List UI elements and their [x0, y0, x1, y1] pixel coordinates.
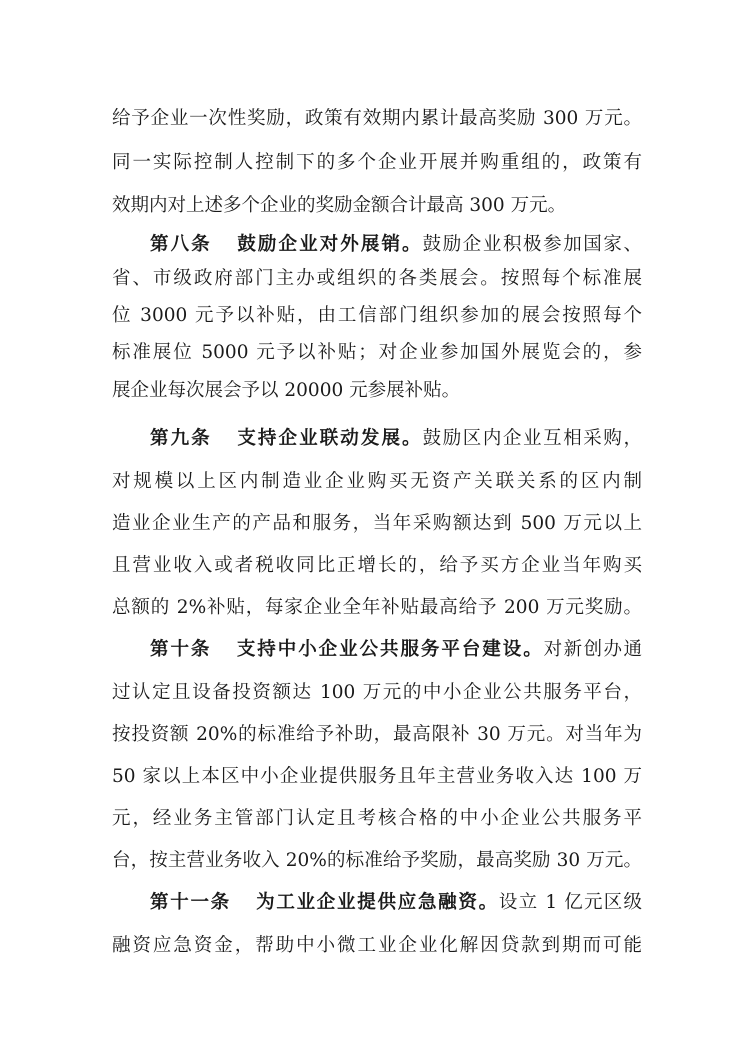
article-11-number: 第十一条: [150, 892, 231, 913]
text-line: 过认定且设备投资额达 100 万元的中小企业公共服务平台，: [112, 682, 642, 703]
text-line: 且营业收入或者税收同比正增长的，给予买方企业当年购买: [112, 555, 642, 576]
text-line: 标准展位 5000 元予以补贴；对企业参加国外展览会的，参: [112, 342, 642, 363]
article-10-number: 第十条: [150, 639, 212, 660]
text-line: 位 3000 元予以补贴，由工信部门组织参加的展会按照每个: [112, 305, 642, 326]
article-11-text: 设立 1 亿元区级: [498, 892, 642, 913]
text-line: 台，按主营业务收入 20%的标准给予奖励，最高奖励 30 万元。: [112, 850, 642, 871]
article-9-first-line: [150, 424, 642, 454]
text-line: 省、市级政府部门主办或组织的各类展会。按照每个标准展: [112, 268, 642, 289]
text-line: 给予企业一次性奖励，政策有效期内累计最高奖励 300 万元。: [112, 108, 642, 129]
text-line: 同一实际控制人控制下的多个企业开展并购重组的，政策有: [112, 152, 642, 173]
article-8-number: 第八条: [150, 234, 212, 255]
article-9-title: 支持企业联动发展。: [235, 428, 423, 449]
text-line: 融资应急资金，帮助中小微工业企业化解因贷款到期而可能: [112, 935, 642, 956]
text-line: 元，经业务主管部门认定且考核合格的中小企业公共服务平: [112, 808, 642, 829]
article-8-first-line: [150, 230, 642, 260]
article-8-text: 鼓励企业积极参加国家、: [422, 234, 642, 255]
text-line: 效期内对上述多个企业的奖励金额合计最高 300 万元。: [112, 195, 567, 216]
article-8-title: 鼓励企业对外展销。: [235, 234, 423, 255]
article-10-title: 支持中小企业公共服务平台建设。: [235, 639, 544, 660]
article-10-text: 对新创办通: [543, 639, 642, 660]
article-10-first-line: [150, 635, 642, 665]
text-line: 造业企业生产的产品和服务，当年采购额达到 500 万元以上: [112, 513, 642, 534]
text-line: 对规模以上区内制造业企业购买无资产关联关系的区内制: [112, 471, 642, 492]
article-9-text: 鼓励区内企业互相采购，: [422, 428, 642, 449]
text-line: 总额的 2%补贴，每家企业全年补贴最高给予 200 万元奖励。: [112, 597, 642, 618]
text-line: 按投资额 20%的标准给予补助，最高限补 30 万元。对当年为: [112, 724, 642, 745]
article-11-title: 为工业企业提供应急融资。: [254, 892, 499, 913]
text-line: 展企业每次展会予以 20000 元参展补贴。: [112, 380, 461, 401]
article-9-number: 第九条: [150, 428, 212, 449]
article-11-first-line: [150, 888, 642, 918]
text-line: 50 家以上本区中小企业提供服务且年主营业务收入达 100 万: [112, 766, 642, 787]
